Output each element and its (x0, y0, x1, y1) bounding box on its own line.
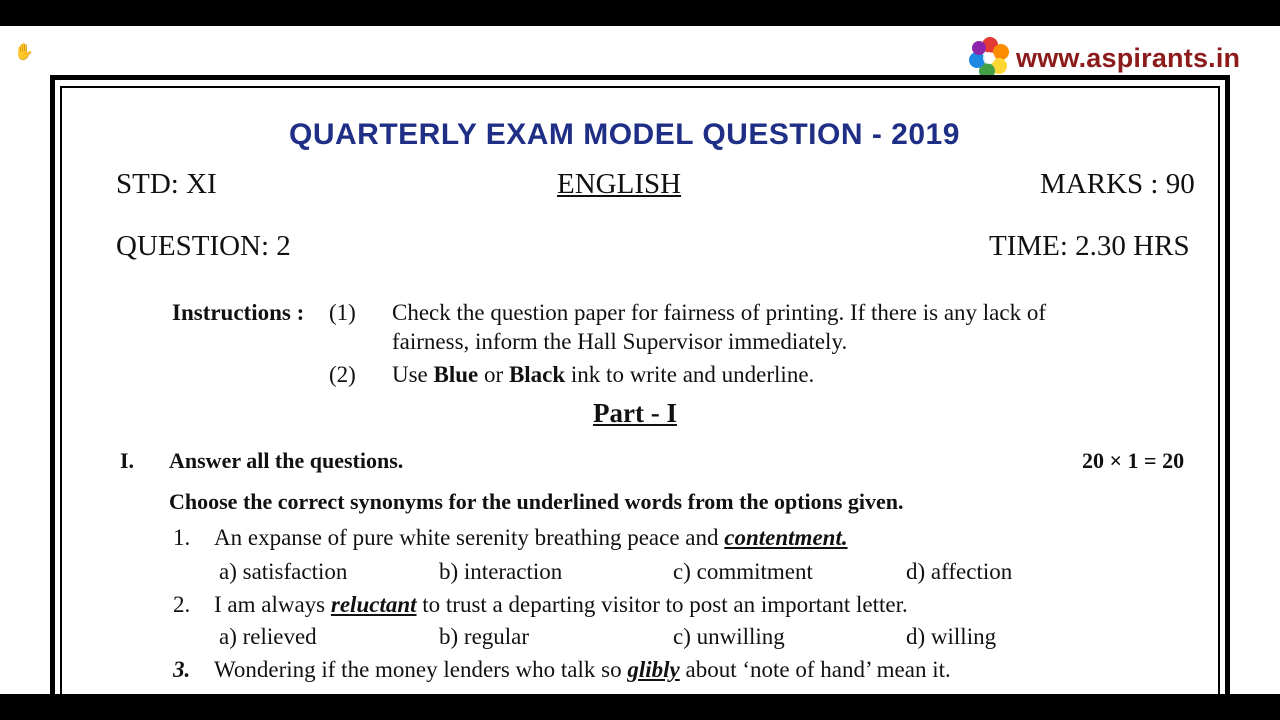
question-1-number: 1. (173, 525, 191, 550)
flower-logo-icon (968, 36, 1012, 80)
question-1-option-b: b) interaction (439, 559, 563, 584)
instruction-2-blue: Blue (433, 362, 479, 387)
instruction-1-line1: Check the question paper for fairness of printing. If there is any lack of (392, 300, 1047, 325)
part-heading: Part - I (593, 398, 677, 428)
marks-label: MARKS : 90 (1040, 168, 1195, 200)
question-3-number: 3. (173, 657, 191, 682)
instruction-2-text (392, 362, 814, 388)
section-heading: Answer all the questions. (169, 448, 404, 473)
question-set-label: QUESTION: 2 (116, 230, 291, 262)
instruction-1-num: (1) (329, 300, 356, 325)
question-3-pre: Wondering if the money lenders who talk so (214, 657, 628, 682)
question-1-option-a: a) satisfaction (219, 559, 348, 584)
document-page (0, 26, 1280, 694)
question-3-word: glibly (627, 657, 680, 682)
logo-text: www.aspirants.in (1016, 42, 1241, 73)
subject-label: ENGLISH (557, 168, 682, 200)
instruction-2-pre: Use (392, 362, 434, 387)
instruction-2-black: Black (508, 362, 566, 387)
question-2-word: reluctant (330, 592, 417, 617)
time-label: TIME: 2.30 HRS (989, 230, 1190, 262)
instruction-2-post: ink to write and underline. (565, 362, 815, 387)
question-3-text (214, 657, 951, 683)
question-1-option-d: d) affection (906, 559, 1013, 584)
question-2-pre: I am always (214, 592, 331, 617)
question-3-post: about ‘note of hand’ mean it. (679, 657, 951, 682)
question-2-number: 2. (173, 592, 191, 617)
question-1-pre: An expanse of pure white serenity breathing peace and (214, 525, 725, 550)
instructions-label: Instructions : (172, 300, 305, 325)
question-1-option-c: c) commitment (673, 559, 813, 584)
instruction-2-mid: or (478, 362, 509, 387)
question-1-word: contentment. (724, 525, 848, 550)
question-2-option-a: a) relieved (219, 624, 317, 649)
instruction-1-line2: fairness, inform the Hall Supervisor immediately. (392, 329, 848, 354)
exam-title: QUARTERLY EXAM MODEL QUESTION - 2019 (289, 118, 960, 151)
question-2-post: to trust a departing visitor to post an important letter. (416, 592, 908, 617)
question-2-text (214, 592, 908, 618)
hand-cursor-icon: ✋ (14, 44, 34, 61)
std-label: STD: XI (116, 168, 217, 200)
site-logo[interactable] (968, 38, 1240, 78)
section-subheading: Choose the correct synonyms for the underlined words from the options given. (169, 489, 904, 514)
question-2-option-b: b) regular (439, 624, 530, 649)
section-marks: 20 × 1 = 20 (1082, 448, 1185, 473)
question-1-text (214, 525, 848, 551)
instruction-2-num: (2) (329, 362, 356, 387)
section-number: I. (120, 448, 135, 473)
question-2-option-d: d) willing (906, 624, 997, 649)
question-2-option-c: c) unwilling (673, 624, 785, 649)
